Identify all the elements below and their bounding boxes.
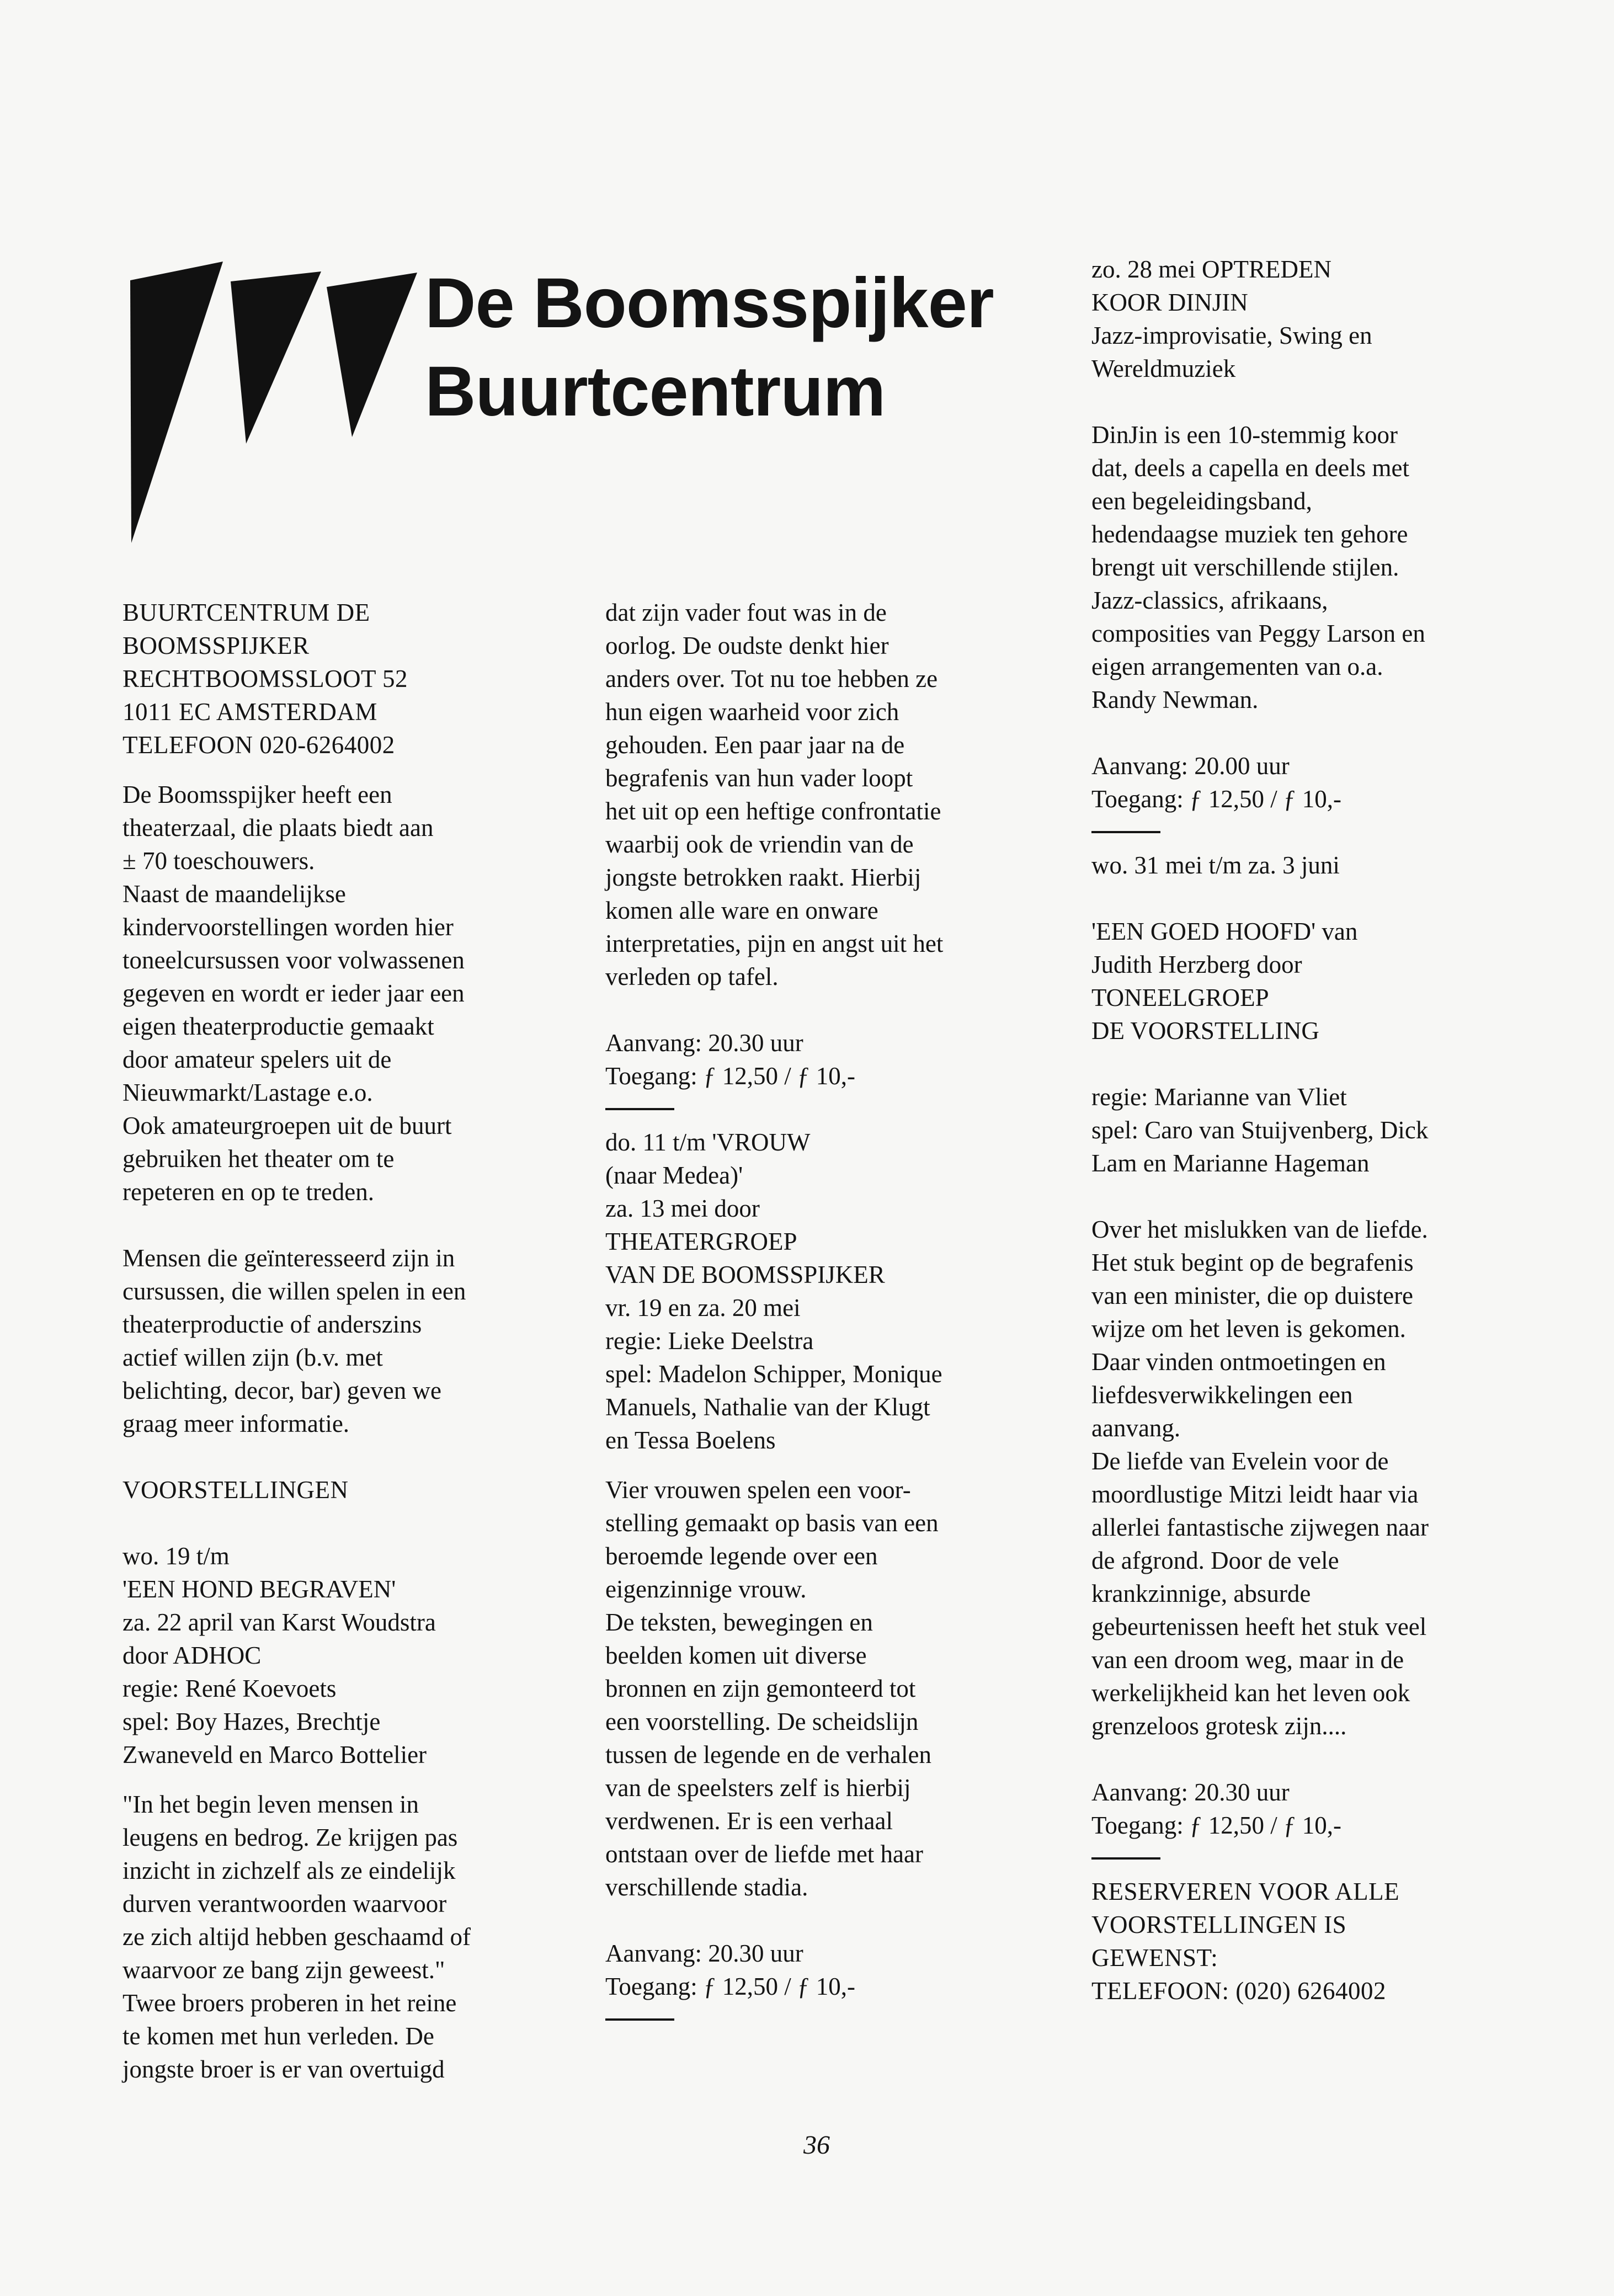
text-line: hun eigen waarheid voor zich xyxy=(605,698,899,726)
text-line: verleden op tafel. xyxy=(605,963,779,990)
text-line: hedendaagse muziek ten gehore xyxy=(1091,520,1408,548)
text-line: ze zich altijd hebben geschaamd of xyxy=(122,1923,471,1951)
text-line: jongste betrokken raakt. Hierbij xyxy=(605,864,921,891)
text-line: regie: Marianne van Vliet xyxy=(1091,1083,1347,1111)
text-line: Nieuwmarkt/Lastage e.o. xyxy=(122,1079,373,1106)
column-2 xyxy=(605,596,1063,2036)
text-line: van de speelsters zelf is hierbij xyxy=(605,1774,911,1802)
text-line: te komen met hun verleden. De xyxy=(122,2022,434,2050)
text-line: graag meer informatie. xyxy=(122,1410,350,1437)
text-line: Lam en Marianne Hageman xyxy=(1091,1149,1370,1177)
text-line: KOOR DINJIN xyxy=(1091,289,1248,316)
text-line: brengt uit verschillende stijlen. xyxy=(1091,553,1399,581)
logo-stroke-1 xyxy=(130,262,223,543)
text-line: repeteren en op te treden. xyxy=(122,1178,374,1206)
text-line: en Tessa Boelens xyxy=(605,1426,776,1454)
text-line: komen alle ware en onware xyxy=(605,897,878,924)
text-line: eigen arrangementen van o.a. xyxy=(1091,653,1383,680)
column-1 xyxy=(122,596,564,2086)
text-line: Ook amateurgroepen uit de buurt xyxy=(122,1112,452,1139)
show-2-description xyxy=(605,1473,1063,1904)
admission-price: Toegang: ƒ 12,50 / ƒ 10,- xyxy=(1091,1812,1342,1839)
text-line: composities van Peggy Larson en xyxy=(1091,620,1425,647)
logo-stroke-2 xyxy=(231,271,321,444)
address-line: RECHTBOOMSSLOOT 52 xyxy=(122,665,408,692)
text-line: regie: René Koevoets xyxy=(122,1675,337,1702)
text-line: spel: Madelon Schipper, Monique xyxy=(605,1360,942,1388)
text-line: 'EEN HOND BEGRAVEN' xyxy=(122,1575,396,1603)
show-1-description-cont xyxy=(605,596,1063,993)
text-line: van een droom weg, maar in de xyxy=(1091,1646,1404,1674)
show-4-description xyxy=(1091,1213,1533,1743)
text-line: za. 22 april van Karst Woudstra xyxy=(122,1608,436,1636)
text-line: theaterproductie of anderszins xyxy=(122,1311,422,1338)
text-line: Jazz-improvisatie, Swing en xyxy=(1091,322,1372,349)
text-line: durven verantwoorden waarvoor xyxy=(122,1890,447,1917)
text-line: DE VOORSTELLING xyxy=(1091,1017,1319,1045)
text-line: cursussen, die willen spelen in een xyxy=(122,1277,466,1305)
text-line: za. 13 mei door xyxy=(605,1195,760,1222)
text-line: het uit op een heftige confrontatie xyxy=(605,797,941,825)
text-line: DinJin is een 10-stemmig koor xyxy=(1091,421,1398,449)
show-4-times xyxy=(1091,1776,1533,1842)
text-line: TONEELGROEP xyxy=(1091,984,1269,1011)
text-line: Het stuk begint op de begrafenis xyxy=(1091,1249,1414,1276)
text-line: De liefde van Evelein voor de xyxy=(1091,1447,1389,1475)
text-line: oorlog. De oudste denkt hier xyxy=(605,632,889,659)
text-line: De Boomsspijker heeft een xyxy=(122,781,392,808)
text-line: Over het mislukken van de liefde. xyxy=(1091,1216,1428,1243)
text-line: eigen theaterproductie gemaakt xyxy=(122,1013,434,1040)
column-3 xyxy=(1091,253,1533,2007)
text-line: Wereldmuziek xyxy=(1091,355,1236,382)
reservation-notice xyxy=(1091,1875,1533,2007)
section-heading: VOORSTELLINGEN xyxy=(122,1476,349,1504)
show-3-description xyxy=(1091,418,1533,716)
text-line: bronnen en zijn gemonteerd tot xyxy=(605,1675,916,1702)
show-3-details xyxy=(1091,253,1533,385)
text-line: aanvang. xyxy=(1091,1414,1181,1442)
show-2-times xyxy=(605,1937,1063,2003)
address-line: BUURTCENTRUM DE xyxy=(122,599,370,626)
text-line: verschillende stadia. xyxy=(605,1873,808,1901)
text-line: inzicht in zichzelf als ze eindelijk xyxy=(122,1857,456,1884)
divider-rule xyxy=(605,2018,674,2021)
text-line: spel: Boy Hazes, Brechtje xyxy=(122,1708,381,1735)
logo-stroke-3 xyxy=(327,273,417,437)
text-line: gegeven en wordt er ieder jaar een xyxy=(122,979,465,1007)
text-line: GEWENST: xyxy=(1091,1944,1218,1972)
divider-rule xyxy=(1091,831,1160,833)
text-line: VOORSTELLINGEN IS xyxy=(1091,1911,1347,1938)
show-4-credits xyxy=(1091,1080,1533,1180)
start-time: Aanvang: 20.00 uur xyxy=(1091,752,1290,780)
text-line: een voorstelling. De scheidslijn xyxy=(605,1708,919,1735)
admission-price: Toegang: ƒ 12,50 / ƒ 10,- xyxy=(605,1973,856,2000)
text-line: van een minister, die op duistere xyxy=(1091,1282,1414,1309)
address-line: TELEFOON 020-6264002 xyxy=(122,731,395,759)
text-line: 'EEN GOED HOOFD' van xyxy=(1091,918,1358,945)
reservation-phone: TELEFOON: (020) 6264002 xyxy=(1091,1977,1386,2005)
text-line: Randy Newman. xyxy=(1091,686,1259,713)
text-line: interpretaties, pijn en angst uit het xyxy=(605,930,944,957)
text-line: Judith Herzberg door xyxy=(1091,951,1302,978)
text-line: zo. 28 mei OPTREDEN xyxy=(1091,255,1331,283)
show-2-details xyxy=(605,1126,1063,1457)
text-line: De teksten, bewegingen en xyxy=(605,1608,873,1636)
text-line: toneelcursussen voor volwassenen xyxy=(122,946,465,974)
text-line: Daar vinden ontmoetingen en xyxy=(1091,1348,1386,1376)
text-line: beelden komen uit diverse xyxy=(605,1642,867,1669)
show-1-times xyxy=(605,1026,1063,1093)
address-block xyxy=(122,596,564,761)
show-1-details xyxy=(122,1539,564,1771)
divider-rule xyxy=(1091,1857,1160,1860)
text-line: stelling gemaakt op basis van een xyxy=(605,1509,939,1537)
text-line: waarvoor ze bang zijn geweest." xyxy=(122,1956,445,1984)
text-line: (naar Medea)' xyxy=(605,1162,743,1189)
text-line: Jazz-classics, afrikaans, xyxy=(1091,587,1328,614)
text-line: door amateur spelers uit de xyxy=(122,1046,392,1073)
text-line: eigenzinnige vrouw. xyxy=(605,1575,807,1603)
admission-price: Toegang: ƒ 12,50 / ƒ 10,- xyxy=(605,1062,856,1090)
text-line: Manuels, Nathalie van der Klugt xyxy=(605,1393,930,1421)
title-line-2: Buurtcentrum xyxy=(425,352,886,431)
text-line: gebeurtenissen heeft het stuk veel xyxy=(1091,1613,1427,1640)
text-line: begrafenis van hun vader loopt xyxy=(605,764,913,792)
text-line: THEATERGROEP xyxy=(605,1228,797,1255)
boomsspijker-logo-icon xyxy=(130,262,417,543)
text-line: dat, deels a capella en deels met xyxy=(1091,454,1409,482)
show-3-times xyxy=(1091,749,1533,816)
page-title xyxy=(425,259,994,436)
text-line: Naast de maandelijkse xyxy=(122,880,346,908)
text-line: leugens en bedrog. Ze krijgen pas xyxy=(122,1824,458,1851)
title-line-1: De Boomsspijker xyxy=(425,264,994,343)
text-line: wijze om het leven is gekomen. xyxy=(1091,1315,1406,1343)
divider-rule xyxy=(605,1108,674,1110)
text-line: verdwenen. Er is een verhaal xyxy=(605,1807,893,1835)
text-line: belichting, decor, bar) geven we xyxy=(122,1377,441,1404)
text-line: door ADHOC xyxy=(122,1642,262,1669)
text-line: waarbij ook de vriendin van de xyxy=(605,830,914,858)
text-line: theaterzaal, die plaats biedt aan xyxy=(122,814,434,841)
text-line: grenzeloos grotesk zijn.... xyxy=(1091,1712,1347,1740)
text-line: gebruiken het theater om te xyxy=(122,1145,395,1173)
text-line: liefdesverwikkelingen een xyxy=(1091,1381,1353,1409)
text-line: Vier vrouwen spelen een voor- xyxy=(605,1476,911,1504)
text-line: anders over. Tot nu toe hebben ze xyxy=(605,665,938,692)
text-line: moordlustige Mitzi leidt haar via xyxy=(1091,1480,1419,1508)
text-line: werkelijkheid kan het leven ook xyxy=(1091,1679,1410,1707)
address-line: BOOMSSPIJKER xyxy=(122,632,310,659)
page-number: 36 xyxy=(803,2130,830,2160)
text-line: Mensen die geïnteresseerd zijn in xyxy=(122,1244,455,1272)
text-line: krankzinnige, absurde xyxy=(1091,1580,1311,1607)
text-line: RESERVEREN VOOR ALLE xyxy=(1091,1878,1400,1905)
text-line: actief willen zijn (b.v. met xyxy=(122,1344,383,1371)
admission-price: Toegang: ƒ 12,50 / ƒ 10,- xyxy=(1091,785,1342,813)
text-line: jongste broer is er van overtuigd xyxy=(122,2055,445,2083)
text-line: allerlei fantastische zijwegen naar xyxy=(1091,1514,1429,1541)
text-line: regie: Lieke Deelstra xyxy=(605,1327,814,1355)
text-line: wo. 19 t/m xyxy=(122,1542,230,1570)
text-line: vr. 19 en za. 20 mei xyxy=(605,1294,801,1322)
text-line: beroemde legende over een xyxy=(605,1542,878,1570)
start-time: Aanvang: 20.30 uur xyxy=(605,1940,803,1967)
start-time: Aanvang: 20.30 uur xyxy=(605,1029,803,1057)
text-line: "In het begin leven mensen in xyxy=(122,1791,419,1818)
invite-paragraph xyxy=(122,1242,564,1440)
show-1-description xyxy=(122,1788,564,2086)
text-line: VAN DE BOOMSSPIJKER xyxy=(605,1261,885,1288)
text-line: Zwaneveld en Marco Bottelier xyxy=(122,1741,427,1768)
address-line: 1011 EC AMSTERDAM xyxy=(122,698,377,726)
text-line: do. 11 t/m 'VROUW xyxy=(605,1128,811,1156)
text-line: Twee broers proberen in het reine xyxy=(122,1989,457,2017)
text-line: kindervoorstellingen worden hier xyxy=(122,913,454,941)
text-line: ± 70 toeschouwers. xyxy=(122,847,315,875)
intro-paragraph xyxy=(122,778,564,1208)
start-time: Aanvang: 20.30 uur xyxy=(1091,1778,1290,1806)
text-line: een begeleidingsband, xyxy=(1091,487,1312,515)
text-line: tussen de legende en de verhalen xyxy=(605,1741,931,1768)
show-4-details xyxy=(1091,915,1533,1047)
text-line: de afgrond. Door de vele xyxy=(1091,1547,1339,1574)
text-line: dat zijn vader fout was in de xyxy=(605,599,887,626)
show-4-date: wo. 31 mei t/m za. 3 juni xyxy=(1091,851,1340,879)
text-line: gehouden. Een paar jaar na de xyxy=(605,731,905,759)
text-line: ontstaan over de liefde met haar xyxy=(605,1840,923,1868)
text-line: spel: Caro van Stuijvenberg, Dick xyxy=(1091,1116,1429,1144)
